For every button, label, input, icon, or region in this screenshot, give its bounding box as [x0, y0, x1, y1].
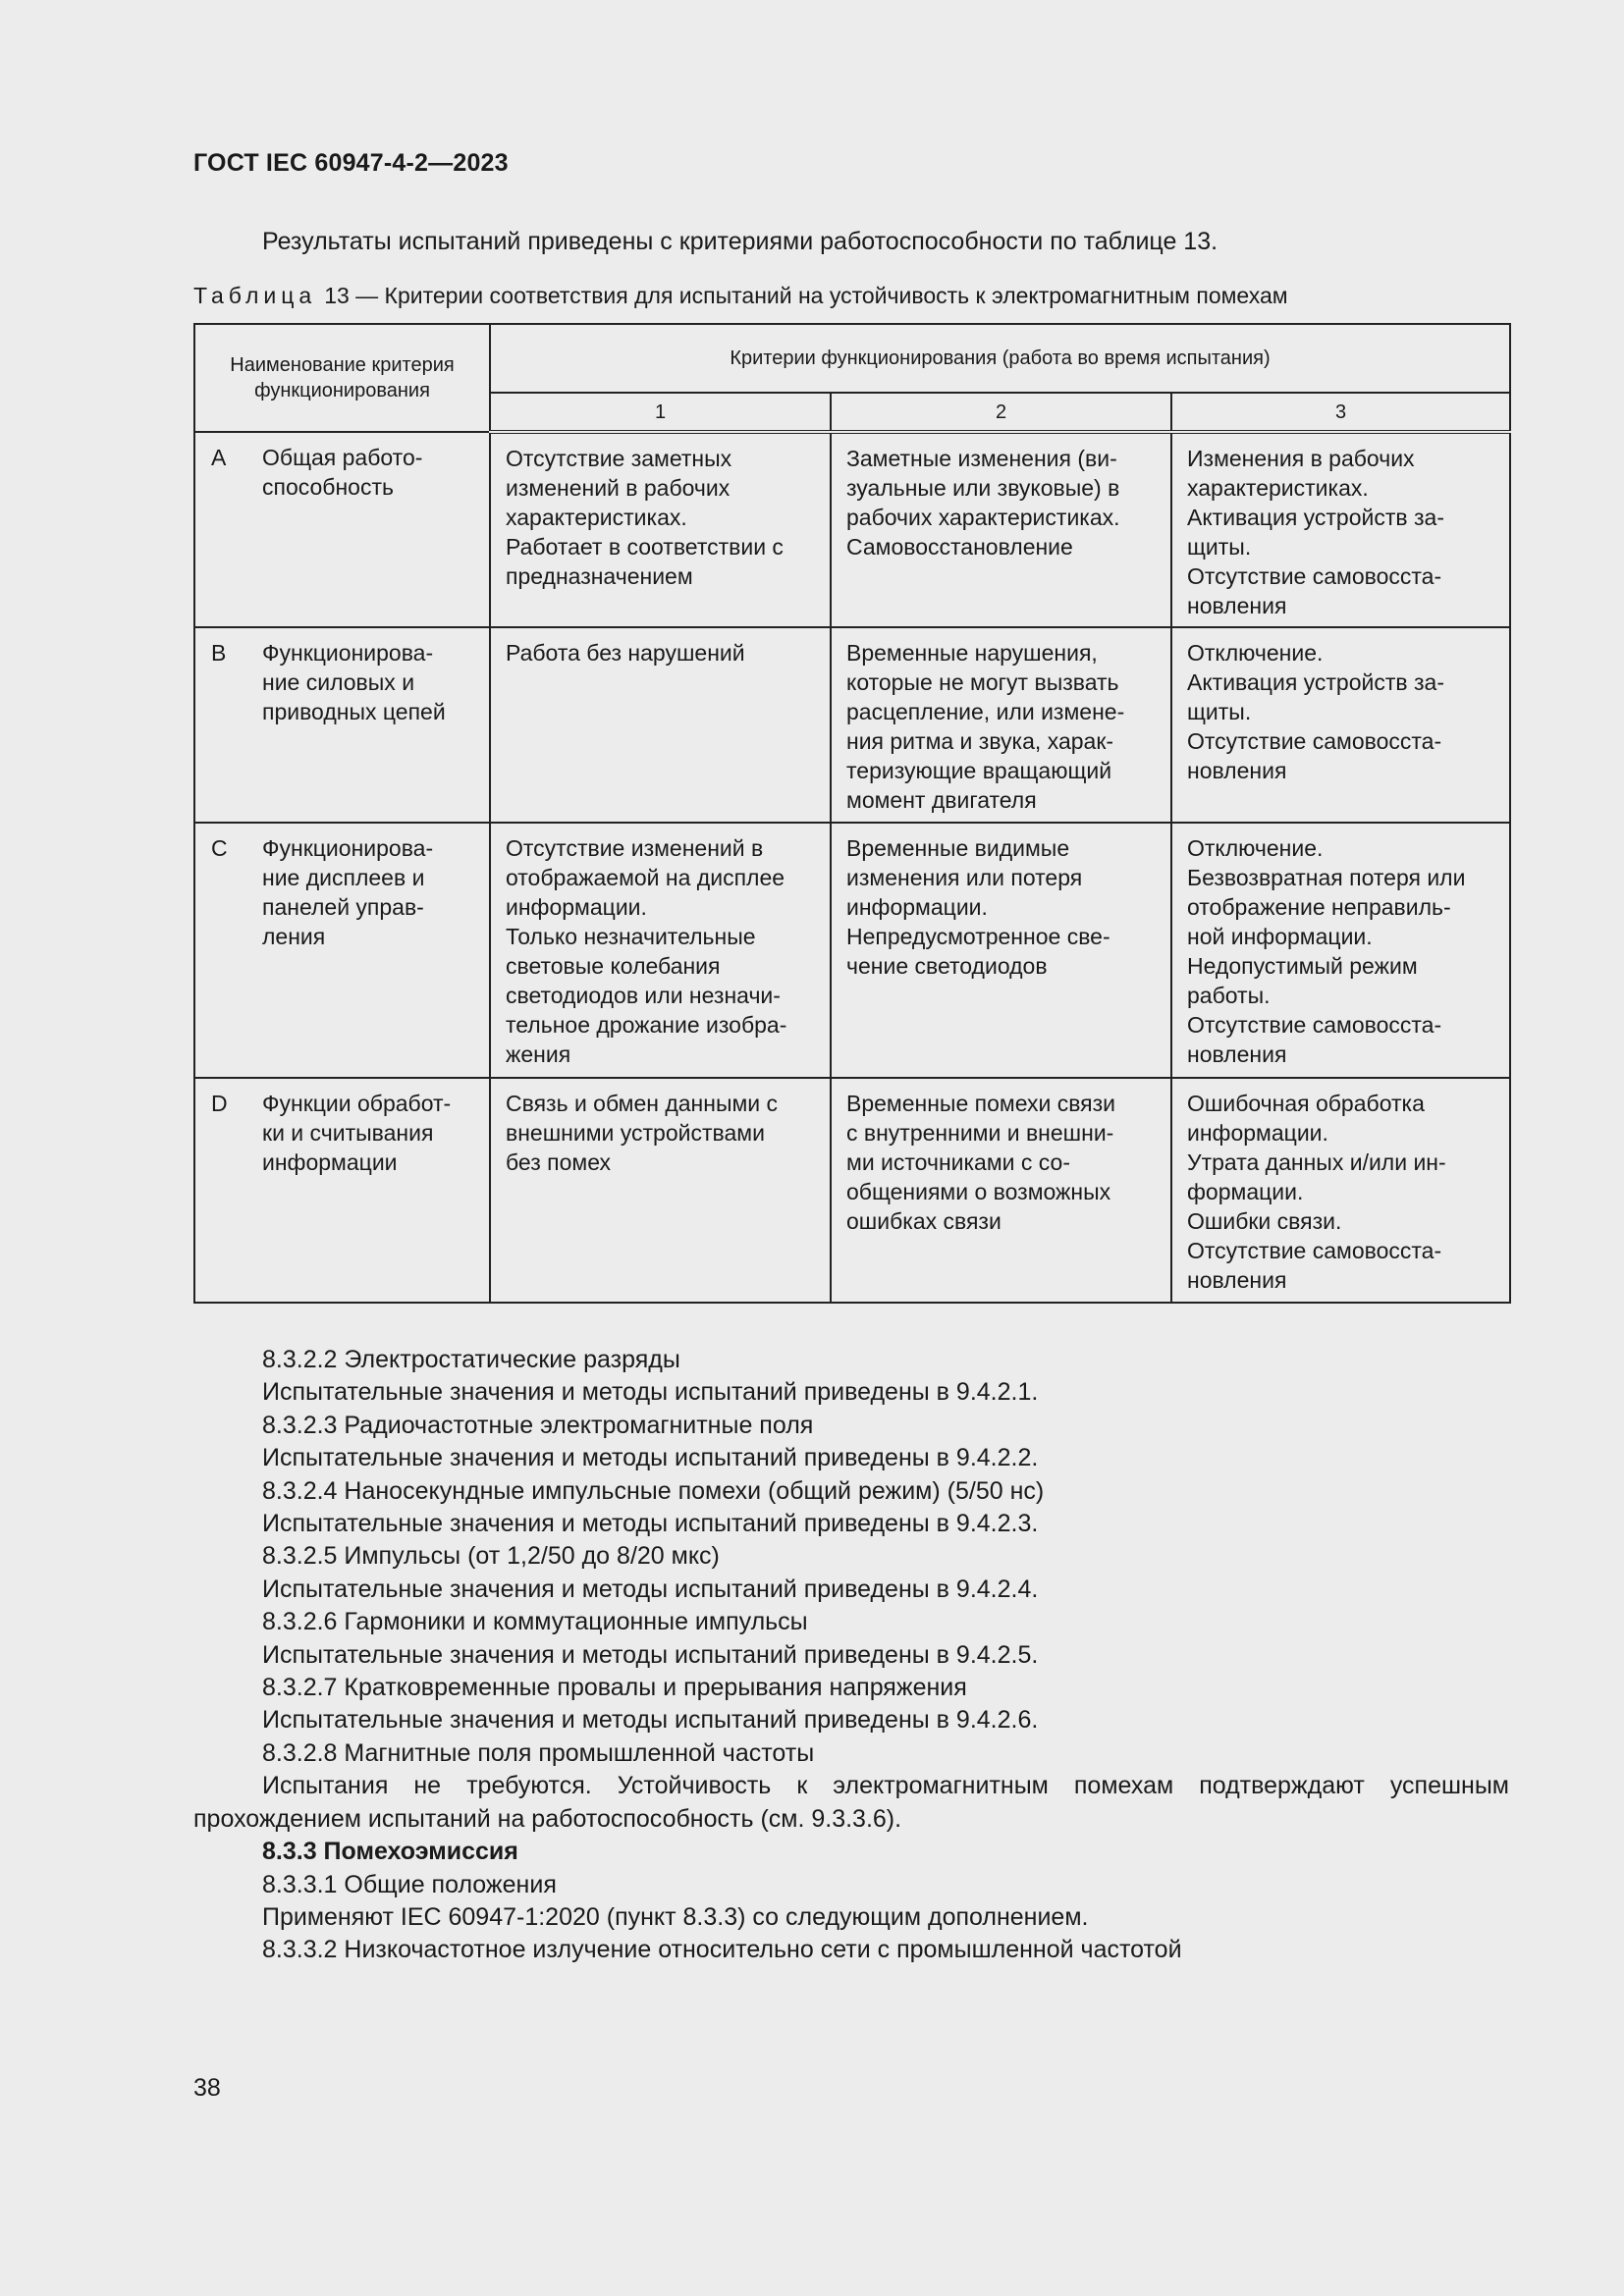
header-criterion-name-line: функционирования — [254, 380, 430, 401]
cell-line: Отключение. — [1187, 835, 1324, 861]
cell-line: без помех — [506, 1149, 611, 1175]
cell-line: рабочих характеристиках. — [846, 505, 1120, 530]
cell-line: Работает в соответствии с — [506, 534, 784, 560]
body-line: Применяют IEC 60947-1:2020 (пункт 8.3.3) со следующим дополнением. — [262, 1902, 1089, 1931]
cell-line: которые не могут вызвать — [846, 669, 1119, 695]
cell-line: зуальные или звуковые) в — [846, 475, 1120, 501]
cell-line: ошибках связи — [846, 1208, 1001, 1234]
table-caption-text: 13 — Критерии соответствия для испытаний на устойчивость к электромагнитным помехам — [324, 283, 1288, 308]
cell-line: новления — [1187, 1041, 1287, 1067]
cell-line: светодиодов или незначи- — [506, 983, 781, 1008]
cell-line: Отсутствие самовосста- — [1187, 1238, 1442, 1263]
cell-line: Ошибки связи. — [1187, 1208, 1342, 1234]
criteria-cell-col-1 — [490, 432, 831, 627]
criterion-cell — [194, 1078, 490, 1303]
criteria-cell-col-1 — [490, 627, 831, 823]
criteria-cell-col-2 — [831, 1078, 1171, 1303]
criterion-name — [262, 833, 468, 951]
cell-line: Отсутствие заметных — [506, 446, 732, 471]
criterion-name-line: ки и считывания — [262, 1120, 434, 1146]
header-criterion-name — [194, 324, 490, 432]
criterion-name-line: способность — [262, 474, 394, 500]
cell-line: ми источниками с со- — [846, 1149, 1071, 1175]
body-line: Испытательные значения и методы испытаний приведены в 9.4.2.1. — [262, 1378, 1039, 1407]
cell-line: теризующие вращающий — [846, 758, 1112, 783]
cell-line: изменений в рабочих — [506, 475, 731, 501]
criteria-table — [193, 323, 1511, 1304]
cell-line: Отсутствие самовосста- — [1187, 563, 1442, 589]
document-standard-header: ГОСТ IEC 60947-4-2—2023 — [193, 149, 509, 177]
cell-line: информации. — [506, 894, 647, 920]
criterion-name-line: ления — [262, 924, 326, 949]
column-header-2: 2 — [831, 393, 1171, 432]
cell-line: Отсутствие самовосста- — [1187, 1012, 1442, 1038]
body-line: 8.3.2.8 Магнитные поля промышленной частоты — [262, 1738, 815, 1767]
body-line: Испытательные значения и методы испытаний приведены в 9.4.2.6. — [262, 1706, 1039, 1735]
criteria-cell-col-2 — [831, 627, 1171, 823]
cell-line: новления — [1187, 593, 1287, 618]
cell-line: Временные нарушения, — [846, 640, 1098, 666]
criterion-letter: B — [211, 640, 227, 666]
cell-line: Ошибочная обработка — [1187, 1091, 1425, 1116]
table-caption-label: Таблица — [193, 283, 317, 308]
column-header-3: 3 — [1171, 393, 1510, 432]
body-line: 8.3.3.1 Общие положения — [262, 1870, 557, 1898]
cell-line: информации. — [846, 894, 988, 920]
criterion-name — [262, 1089, 468, 1177]
criterion-name-line: панелей управ- — [262, 894, 424, 920]
criteria-cell-col-3 — [1171, 1078, 1510, 1303]
criterion-name — [262, 443, 468, 502]
cell-line: общениями о возможных — [846, 1179, 1111, 1204]
paragraph-justified: Испытания не требуются. Устойчивость к электромагнитным помехам подтверждают успешным — [262, 1772, 1509, 1800]
header-criterion-name-line: Наименование критерия — [230, 354, 455, 376]
criteria-cell-col-3 — [1171, 823, 1510, 1078]
cell-line: щиты. — [1187, 534, 1252, 560]
cell-line: с внутренними и внешни- — [846, 1120, 1114, 1146]
body-line: Испытательные значения и методы испытаний приведены в 9.4.2.5. — [262, 1640, 1039, 1669]
paragraph-continuation: прохождением испытаний на работоспособность (см. 9.3.3.6). — [193, 1804, 902, 1833]
criterion-cell — [194, 823, 490, 1078]
cell-line: чение светодиодов — [846, 953, 1048, 979]
criterion-letter: D — [211, 1091, 228, 1116]
cell-line: Отсутствие самовосста- — [1187, 728, 1442, 754]
body-line: Испытательные значения и методы испытаний приведены в 9.4.2.3. — [262, 1510, 1039, 1538]
cell-line: работы. — [1187, 983, 1271, 1008]
cell-line: тельное дрожание изобра- — [506, 1012, 787, 1038]
criterion-name-line: информации — [262, 1149, 398, 1175]
criterion-name-line: Функционирова- — [262, 835, 434, 861]
body-line: 8.3.2.3 Радиочастотные электромагнитные поля — [262, 1411, 814, 1439]
table-row — [194, 627, 1510, 823]
criterion-cell — [194, 432, 490, 627]
cell-line: внешними устройствами — [506, 1120, 765, 1146]
cell-line: Активация устройств за- — [1187, 669, 1445, 695]
criterion-name-line: Функционирова- — [262, 640, 434, 666]
criterion-name — [262, 638, 468, 726]
cell-line: Временные видимые — [846, 835, 1070, 861]
cell-line: изменения или потеря — [846, 865, 1083, 890]
body-line: 8.3.3.2 Низкочастотное излучение относительно сети с промышленной частотой — [262, 1936, 1182, 1964]
cell-line: Временные помехи связи — [846, 1091, 1116, 1116]
body-line: Испытательные значения и методы испытаний приведены в 9.4.2.2. — [262, 1444, 1039, 1472]
cell-line: щиты. — [1187, 699, 1252, 724]
cell-line: Изменения в рабочих — [1187, 446, 1415, 471]
cell-line: информации. — [1187, 1120, 1328, 1146]
criteria-cell-col-3 — [1171, 432, 1510, 627]
body-line: 8.3.2.2 Электростатические разряды — [262, 1346, 680, 1373]
intro-paragraph: Результаты испытаний приведены с критериями работоспособности по таблице 13. — [262, 228, 1218, 255]
cell-line: Непредусмотренное све- — [846, 924, 1110, 949]
table-caption — [193, 283, 1288, 309]
body-line: 8.3.2.6 Гармоники и коммутационные импульсы — [262, 1608, 808, 1636]
cell-line: отображение неправиль- — [1187, 894, 1451, 920]
criterion-letter: C — [211, 835, 228, 861]
criterion-name-line: приводных цепей — [262, 699, 446, 724]
body-line: 8.3.2.5 Импульсы (от 1,2/50 до 8/20 мкс) — [262, 1542, 720, 1571]
cell-line: характеристиках. — [506, 505, 687, 530]
cell-line: Самовосстановление — [846, 534, 1073, 560]
criterion-letter: A — [211, 445, 227, 470]
cell-line: Активация устройств за- — [1187, 505, 1445, 530]
cell-line: Недопустимый режим — [1187, 953, 1418, 979]
cell-line: Работа без нарушений — [506, 640, 745, 666]
criteria-cell-col-1 — [490, 823, 831, 1078]
criteria-cell-col-2 — [831, 432, 1171, 627]
cell-line: Заметные изменения (ви- — [846, 446, 1117, 471]
criterion-name-line: ние силовых и — [262, 669, 415, 695]
cell-line: ния ритма и звука, харак- — [846, 728, 1114, 754]
table-row — [194, 432, 1510, 627]
criterion-name-line: Общая работо- — [262, 445, 423, 470]
body-line: Испытательные значения и методы испытаний приведены в 9.4.2.4. — [262, 1575, 1039, 1603]
cell-line: Только незначительные — [506, 924, 756, 949]
body-text — [193, 1344, 1509, 1967]
cell-line: предназначением — [506, 563, 693, 589]
section-heading: 8.3.3 Помехоэмиссия — [262, 1838, 518, 1866]
criteria-cell-col-2 — [831, 823, 1171, 1078]
cell-line: Безвозвратная потеря или — [1187, 865, 1466, 890]
cell-line: момент двигателя — [846, 787, 1037, 813]
table-row — [194, 1078, 1510, 1303]
cell-line: новления — [1187, 758, 1287, 783]
cell-line: световые колебания — [506, 953, 721, 979]
criteria-cell-col-3 — [1171, 627, 1510, 823]
body-line: 8.3.2.4 Наносекундные импульсные помехи (общий режим) (5/50 нс) — [262, 1476, 1045, 1505]
cell-line: Отключение. — [1187, 640, 1324, 666]
cell-line: Отсутствие изменений в — [506, 835, 764, 861]
criterion-cell — [194, 627, 490, 823]
cell-line: Утрата данных и/или ин- — [1187, 1149, 1446, 1175]
cell-line: отображаемой на дисплее — [506, 865, 785, 890]
criterion-name-line: ние дисплеев и — [262, 865, 425, 890]
cell-line: Связь и обмен данными с — [506, 1091, 779, 1116]
page-number: 38 — [193, 2074, 221, 2102]
cell-line: расцепление, или измене- — [846, 699, 1125, 724]
criteria-cell-col-1 — [490, 1078, 831, 1303]
cell-line: ной информации. — [1187, 924, 1373, 949]
cell-line: характеристиках. — [1187, 475, 1369, 501]
criterion-name-line: Функции обработ- — [262, 1091, 452, 1116]
column-header-1: 1 — [490, 393, 831, 432]
body-line: 8.3.2.7 Кратковременные провалы и прерывания напряжения — [262, 1674, 967, 1702]
cell-line: жения — [506, 1041, 571, 1067]
cell-line: новления — [1187, 1267, 1287, 1293]
table-row — [194, 823, 1510, 1078]
header-criteria-group: Критерии функционирования (работа во время испытания) — [490, 324, 1510, 393]
cell-line: формации. — [1187, 1179, 1304, 1204]
